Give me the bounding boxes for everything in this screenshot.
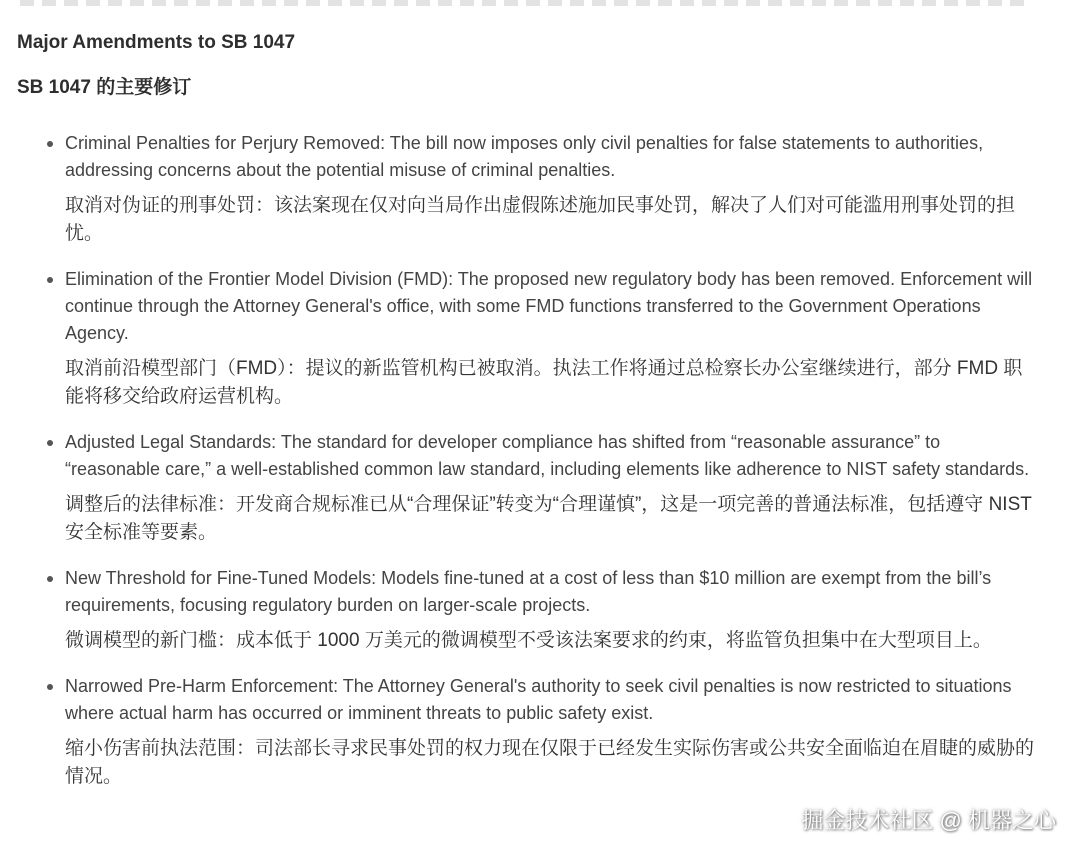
bullet-icon (47, 277, 53, 283)
watermark-text: 掘金技术社区 @ 机器之心 (801, 808, 1056, 833)
list-item (0, 130, 1040, 248)
bullet-icon (47, 141, 53, 147)
amendment-text-en: Elimination of the Frontier Model Division (FMD): The proposed new regulatory body has been removed. Enforcement will continue through the Attorney General's office, with some FMD functions transferred to the Government Operations Agency. (65, 269, 1033, 343)
bullet-icon (47, 576, 53, 582)
top-divider (20, 0, 1024, 6)
amendment-text-zh: 调整后的法律标准：开发商合规标准已从“合理保证”转变为“合理谨慎”，这是一项完善的普通法标准，包括遵守 NIST 安全标准等要素。 (65, 494, 1032, 543)
amendment-text-en: New Threshold for Fine-Tuned Models: Models fine-tuned at a cost of less than $10 million are exempt from the bill’s requirements, focusing regulatory burden on larger-scale projects. (65, 568, 992, 615)
amendment-text-zh: 取消对伪证的刑事处罚：该法案现在仅对向当局作出虚假陈述施加民事处罚，解决了人们对可能滥用刑事处罚的担忧。 (65, 195, 1016, 244)
amendments-list (0, 130, 1040, 809)
bullet-icon (47, 440, 53, 446)
amendment-text-en: Narrowed Pre-Harm Enforcement: The Attorney General's authority to seek civil penalties is now restricted to situations where actual harm has occurred or imminent threats to public safety exist. (65, 676, 1012, 723)
amendment-text-en: Criminal Penalties for Perjury Removed: The bill now imposes only civil penalties for false statements to authorities, addressing concerns about the potential misuse of criminal penalties. (65, 133, 984, 180)
page-title-en: Major Amendments to SB 1047 (17, 32, 296, 53)
amendment-text-zh: 微调模型的新门槛：成本低于 1000 万美元的微调模型不受该法案要求的约束，将监管负担集中在大型项目上。 (65, 630, 992, 651)
list-item (0, 429, 1040, 547)
bullet-icon (47, 684, 53, 690)
page-title-zh: SB 1047 的主要修订 (17, 77, 192, 98)
amendment-text-zh: 取消前沿模型部门（FMD）：提议的新监管机构已被取消。执法工作将通过总检察长办公室继续进行，部分 FMD 职能将移交给政府运营机构。 (65, 358, 1023, 407)
amendment-text-en: Adjusted Legal Standards: The standard for developer compliance has shifted from “reasonable assurance” to “reasonable care,” a well-established common law standard, including elements like adherence to NIST safety standards. (65, 432, 1030, 479)
list-item (0, 673, 1040, 791)
list-item (0, 266, 1040, 411)
list-item (0, 565, 1040, 655)
amendment-text-zh: 缩小伤害前执法范围：司法部长寻求民事处罚的权力现在仅限于已经发生实际伤害或公共安全面临迫在眉睫的威胁的情况。 (65, 738, 1035, 787)
